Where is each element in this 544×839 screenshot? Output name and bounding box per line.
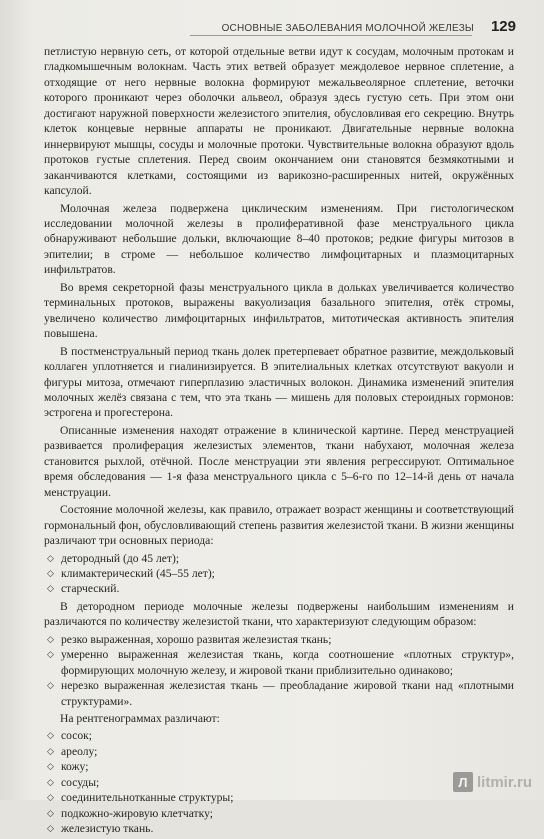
tissue-list — [44, 632, 514, 709]
running-header — [0, 18, 544, 40]
paragraph: Описанные изменения находят отражение в клинической картине. Перед менструацией развивается пролиферация железистых элементов, ткани набухают, молочная железа становится рыхлой, отёчной. После менструации эти явления регрессируют. Оптимальное время обследования — 1-я фаза менструального цикла с 5–6-го по 12–14-й день от начала менструации. — [44, 423, 514, 499]
periods-list — [44, 551, 514, 597]
diamond-bullet-icon: ◇ — [47, 807, 54, 818]
page-number: 129 — [490, 18, 516, 35]
list-item-text: резко выраженная, хорошо развитая железистая ткань; — [61, 632, 332, 646]
diamond-bullet-icon: ◇ — [47, 633, 54, 644]
diamond-bullet-icon: ◇ — [47, 730, 54, 741]
paragraph: Молочная железа подвержена циклическим изменениям. При гистологическом исследовании молочной железы в пролиферативной фазе менструального цикла обнаруживают небольшие дольки, включающие 8–40 протоков; редкие фигуры митозов в эпителии; в строме — небольшое количество лимфоцитарных и плазмоцитарных инфильтратов. — [44, 201, 514, 277]
list-item — [44, 790, 514, 805]
list-item — [44, 581, 514, 596]
list-item-text: нерезко выраженная железистая ткань — преобладание жировой ткани над «плотными структурами». — [61, 679, 514, 708]
list-item-text: соединительнотканные структуры; — [61, 791, 234, 805]
list-item — [44, 759, 514, 774]
list-item — [44, 775, 514, 790]
diamond-bullet-icon: ◇ — [47, 583, 54, 594]
list-item — [44, 678, 514, 709]
watermark-text: litmir.ru — [476, 773, 532, 791]
list-item — [44, 551, 514, 566]
diamond-bullet-icon: ◇ — [47, 552, 54, 563]
paragraph: В детородном периоде молочные железы подвержены наибольшим изменениям и различаются по количеству железистой ткани, что характеризуют следующим образом: — [44, 599, 514, 629]
xray-list — [44, 728, 514, 836]
paragraph: Состояние молочной железы, как правило, отражает возраст женщины и соответствующий гормональный фон, обусловливающий степень развития железистой ткани. В жизни женщины различают три основных периода: — [44, 503, 514, 548]
diamond-bullet-icon: ◇ — [47, 567, 54, 578]
diamond-bullet-icon: ◇ — [47, 761, 54, 772]
list-item — [44, 728, 514, 743]
list-item-text: старческий. — [61, 582, 120, 596]
chapter-title: ОСНОВНЫЕ ЗАБОЛЕВАНИЯ МОЛОЧНОЙ ЖЕЛЕЗЫ — [221, 23, 474, 34]
list-item-text: сосок; — [61, 729, 93, 743]
list-item-text: климактерический (45–55 лет); — [61, 566, 215, 580]
list-item-text: детородный (до 45 лет); — [61, 551, 180, 565]
list-item-text: ареолу; — [61, 744, 98, 758]
diamond-bullet-icon: ◇ — [47, 680, 54, 691]
list-item — [44, 821, 514, 836]
diamond-bullet-icon: ◇ — [47, 649, 54, 660]
watermark-logo-icon: Л — [453, 772, 473, 792]
header-rule — [190, 35, 472, 36]
list-item-text: подкожно-жировую клетчатку; — [61, 806, 213, 820]
diamond-bullet-icon: ◇ — [47, 823, 54, 834]
list-item — [44, 806, 514, 821]
diamond-bullet-icon: ◇ — [47, 792, 54, 803]
page-body — [44, 44, 514, 839]
list-item — [44, 632, 514, 647]
list-item-text: кожу; — [61, 760, 89, 774]
paragraph: На рентгенограммах различают: — [60, 712, 220, 726]
paragraph: В постменструальный период ткань долек претерпевает обратное развитие, междольковый коллаген уплотняется и гиалинизируется. В эпителиальных клетках отсутствуют вакуоли и фигуры митоза, отмечают гиперплазию эластичных волокон. Динамика изменений эпителия молочных желёз связана с тем, что эта ткань — мишень для половых стероидных гормонов: эстрогена и прогестерона. — [44, 344, 514, 420]
list-item-text: железистую ткань. — [61, 822, 154, 836]
list-item — [44, 566, 514, 581]
diamond-bullet-icon: ◇ — [47, 776, 54, 787]
paragraph: Во время секреторной фазы менструального цикла в дольках увеличивается количество терминальных протоков, выражены вакуолизация базального эпителия, отёк стромы, увеличено количество лимфоцитарных инфильтратов, митотическая активность эпителия повышена. — [44, 280, 514, 341]
list-item — [44, 744, 514, 759]
list-item — [44, 647, 514, 678]
diamond-bullet-icon: ◇ — [47, 745, 54, 756]
list-item-text: умеренно выраженная железистая ткань, когда соотношение «плотных структур», формирующих молочную железу, и жировой ткани приблизительно одинаково; — [61, 648, 514, 677]
paragraph: петлистую нервную сеть, от которой отдельные ветви идут к сосудам, молочным протокам и гладкомышечным волокнам. Часть этих ветвей образует междолевое нервное сплетение, а отходящие от него нервные волокна формируют межальвеолярное сплетение, веточки которого проникают через оболочки альвеол, образуя здесь густую сеть. При этом они достигают наружной поверхности железистого эпителия, обусловливая его секрецию. Внутрь клеток концевые нервные аппараты не проникают. Двигательные нервные волокна иннервируют мышцы, сосуды и молочные протоки. Чувствительные волокна образуют вдоль протоков густые сплетения. Перед своим окончанием они становятся безмякотными и заканчиваются клетками, состоящими из варикозно-расширенных нитей, окружённых капсулой. — [44, 45, 514, 198]
list-item-text: сосуды; — [61, 775, 100, 789]
watermark — [453, 772, 532, 792]
